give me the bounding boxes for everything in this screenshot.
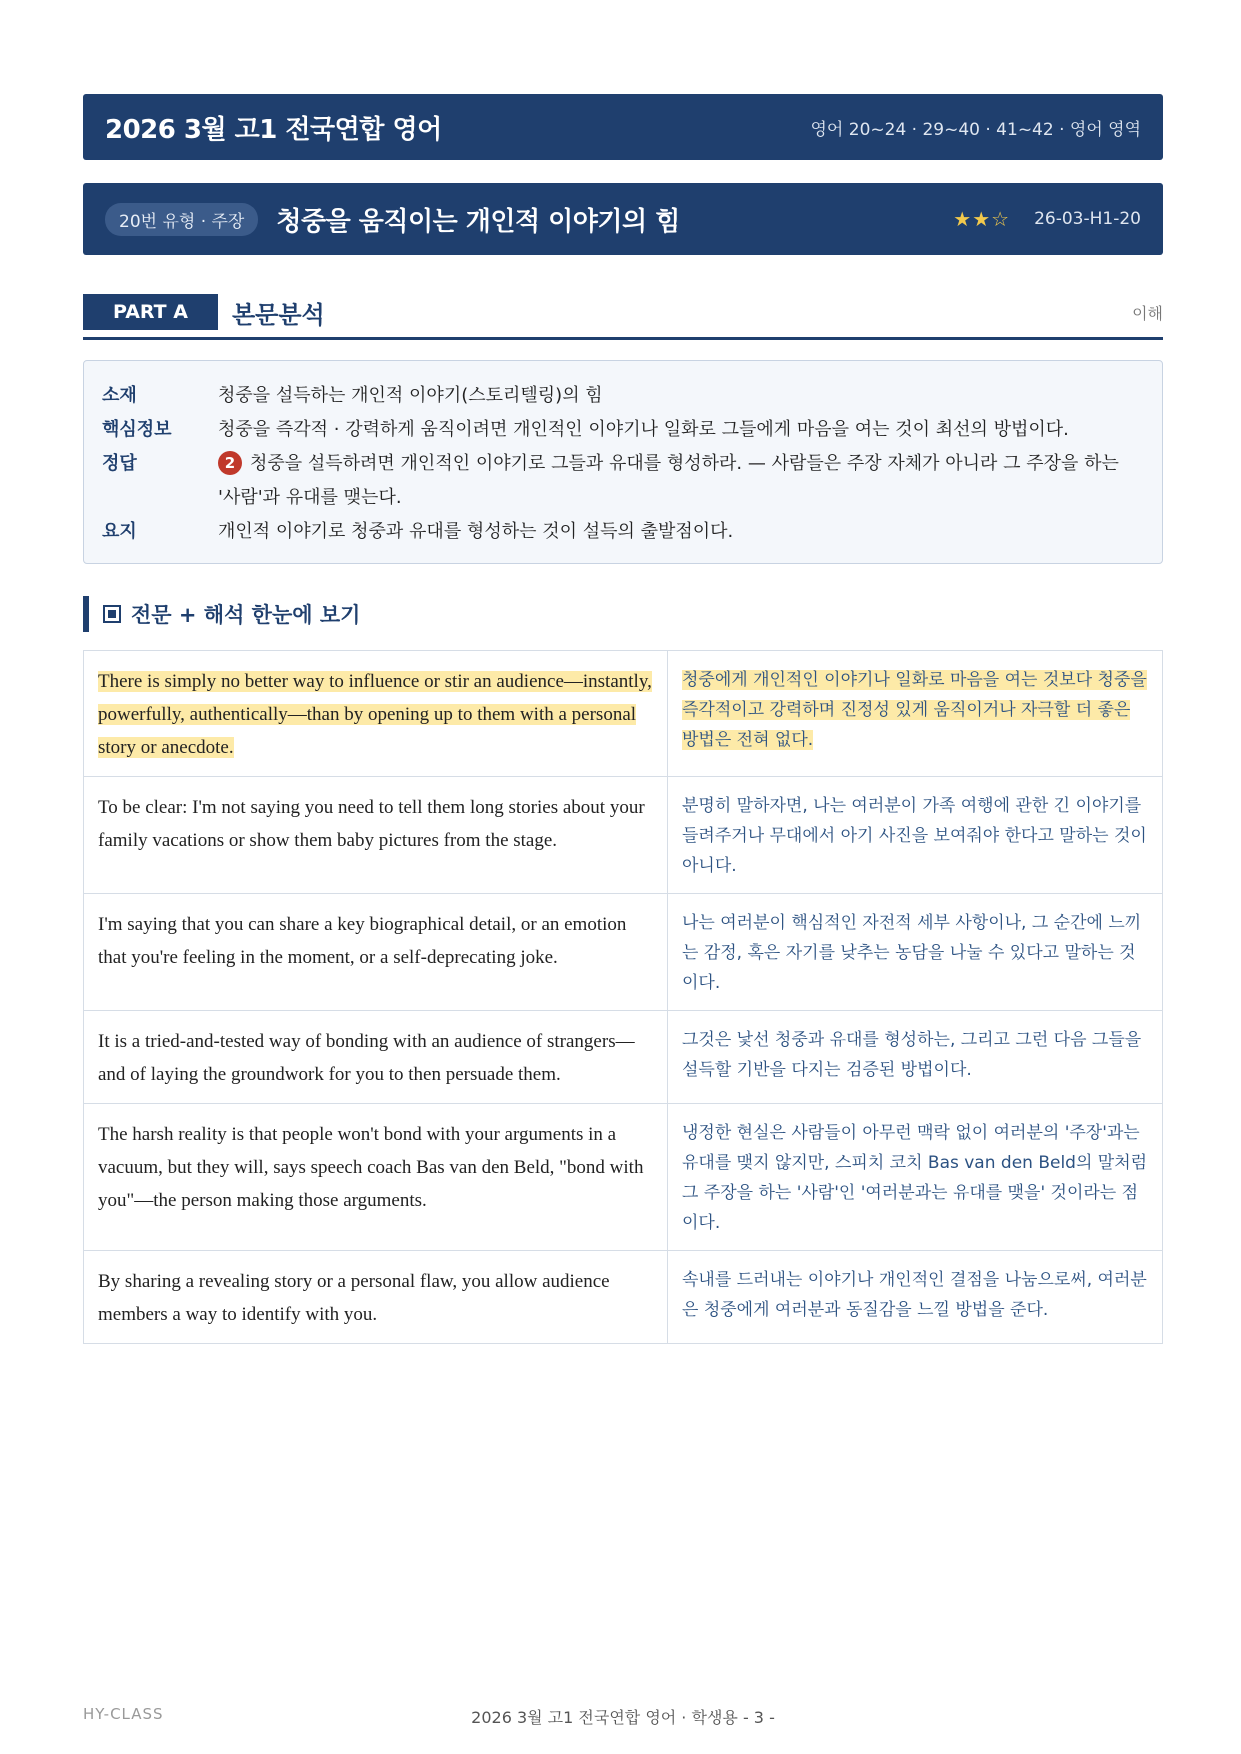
korean-cell [668,1011,1163,1104]
korean-translation: 분명히 말하자면, 나는 여러분이 가족 여행에 관한 긴 이야기를 들려주거나 무대에서 아기 사진을 보여줘야 한다고 말하는 것이 아니다. [682,796,1147,876]
part-header [83,293,1163,340]
english-sentence: I'm saying that you can share a key biographical detail, or an emotion that you're feeling in the moment, or a self-deprecating joke. [98,914,627,968]
summary-value: 개인적 이야기로 청중과 유대를 형성하는 것이 설득의 출발점이다. [218,521,734,542]
footer-page-info: 2026 3월 고1 전국연합 영어 · 학생용 - 3 - [471,1708,775,1727]
page-content [83,94,1163,1344]
summary-row [102,515,1144,549]
summary-label: 핵심정보 [102,419,172,440]
summary-label: 소재 [102,385,137,406]
table-row [84,777,1163,894]
korean-translation: 냉정한 현실은 사람들이 아무런 맥락 없이 여러분의 '주장'과는 유대를 맺지 않지만, 스피치 코치 Bas van den Beld의 말처럼 그 주장을 하는 '사람'인 '여러분과는 유대를 맺을' 것이라는 점이다. [682,1123,1148,1233]
english-sentence: The harsh reality is that people won't bond with your arguments in a vacuum, but they will, says speech coach Bas van den Beld, "bond with you"—the person making those arguments. [98,1124,644,1211]
part-label: PART A [83,294,218,330]
question-code: 26-03-H1-20 [1034,209,1141,229]
english-cell [84,1104,668,1251]
english-sentence: It is a tried-and-tested way of bonding with an audience of strangers—and of laying the groundwork for you to then persuade them. [98,1031,635,1085]
question-bar [83,183,1163,255]
table-row [84,1104,1163,1251]
table-row [84,1251,1163,1344]
question-title: 청중을 움직이는 개인적 이야기의 힘 [276,206,680,237]
summary-row [102,379,1144,413]
page-footer [83,1705,1163,1729]
answer-number-badge: 2 [218,451,242,475]
section-header [83,596,1163,632]
exam-title: 2026 3월 고1 전국연합 영어 [105,114,442,145]
answer-text: 청중을 설득하려면 개인적인 이야기로 그들과 유대를 형성하라. — 사람들은 주장 자체가 아니라 그 주장을 하는 '사람'과 유대를 맺는다. [218,453,1119,508]
summary-value: 청중을 설득하는 개인적 이야기(스토리텔링)의 힘 [218,385,603,406]
summary-label: 정답 [102,453,137,474]
summary-row [102,413,1144,447]
korean-cell [668,894,1163,1011]
english-sentence: There is simply no better way to influence or stir an audience—instantly, powerfully, authentically—than by opening up to them with a personal story or anecdote. [98,671,652,758]
korean-translation: 그것은 낯선 청중과 유대를 형성하는, 그리고 그런 다음 그들을 설득할 기반을 다지는 검증된 방법이다. [682,1030,1142,1080]
korean-cell [668,777,1163,894]
table-row [84,1011,1163,1104]
summary-row [102,447,1144,515]
exam-meta: 영어 20~24 · 29~40 · 41~42 · 영어 영역 [810,119,1141,140]
table-row [84,651,1163,777]
translation-table [83,650,1163,1344]
section-title: 전문 + 해석 한눈에 보기 [131,603,361,627]
summary-value: 청중을 즉각적 · 강력하게 움직이려면 개인적인 이야기나 일화로 그들에게 마음을 여는 것이 최선의 방법이다. [218,419,1069,440]
english-sentence: By sharing a revealing story or a personal flaw, you allow audience members a way to identify with you. [98,1271,610,1325]
table-row [84,894,1163,1011]
korean-cell [668,651,1163,777]
part-title: 본문분석 [232,300,325,329]
summary-value-answer [218,447,1144,515]
english-cell [84,1011,668,1104]
square-icon [103,605,121,623]
english-cell [84,1251,668,1344]
exam-banner [83,94,1163,160]
part-tag: 이해 [1132,303,1163,323]
footer-brand: HY-CLASS [83,1705,164,1723]
difficulty-stars: ★★☆ [953,207,1011,231]
summary-label: 요지 [102,521,137,542]
english-cell [84,777,668,894]
korean-cell [668,1251,1163,1344]
summary-box [83,360,1163,564]
english-cell [84,894,668,1011]
question-type-pill: 20번 유형 · 주장 [105,203,258,236]
korean-cell [668,1104,1163,1251]
english-cell [84,651,668,777]
korean-translation: 나는 여러분이 핵심적인 자전적 세부 사항이나, 그 순간에 느끼는 감정, 혹은 자기를 낮추는 농담을 나눌 수 있다고 말하는 것이다. [682,913,1142,993]
korean-translation: 속내를 드러내는 이야기나 개인적인 결점을 나눔으로써, 여러분은 청중에게 여러분과 동질감을 느낄 방법을 준다. [682,1270,1147,1320]
english-sentence: To be clear: I'm not saying you need to tell them long stories about your family vacations or show them baby pictures from the stage. [98,797,645,851]
korean-translation: 청중에게 개인적인 이야기나 일화로 마음을 여는 것보다 청중을 즉각적이고 강력하며 진정성 있게 움직이거나 자극할 더 좋은 방법은 전혀 없다. [682,670,1147,750]
